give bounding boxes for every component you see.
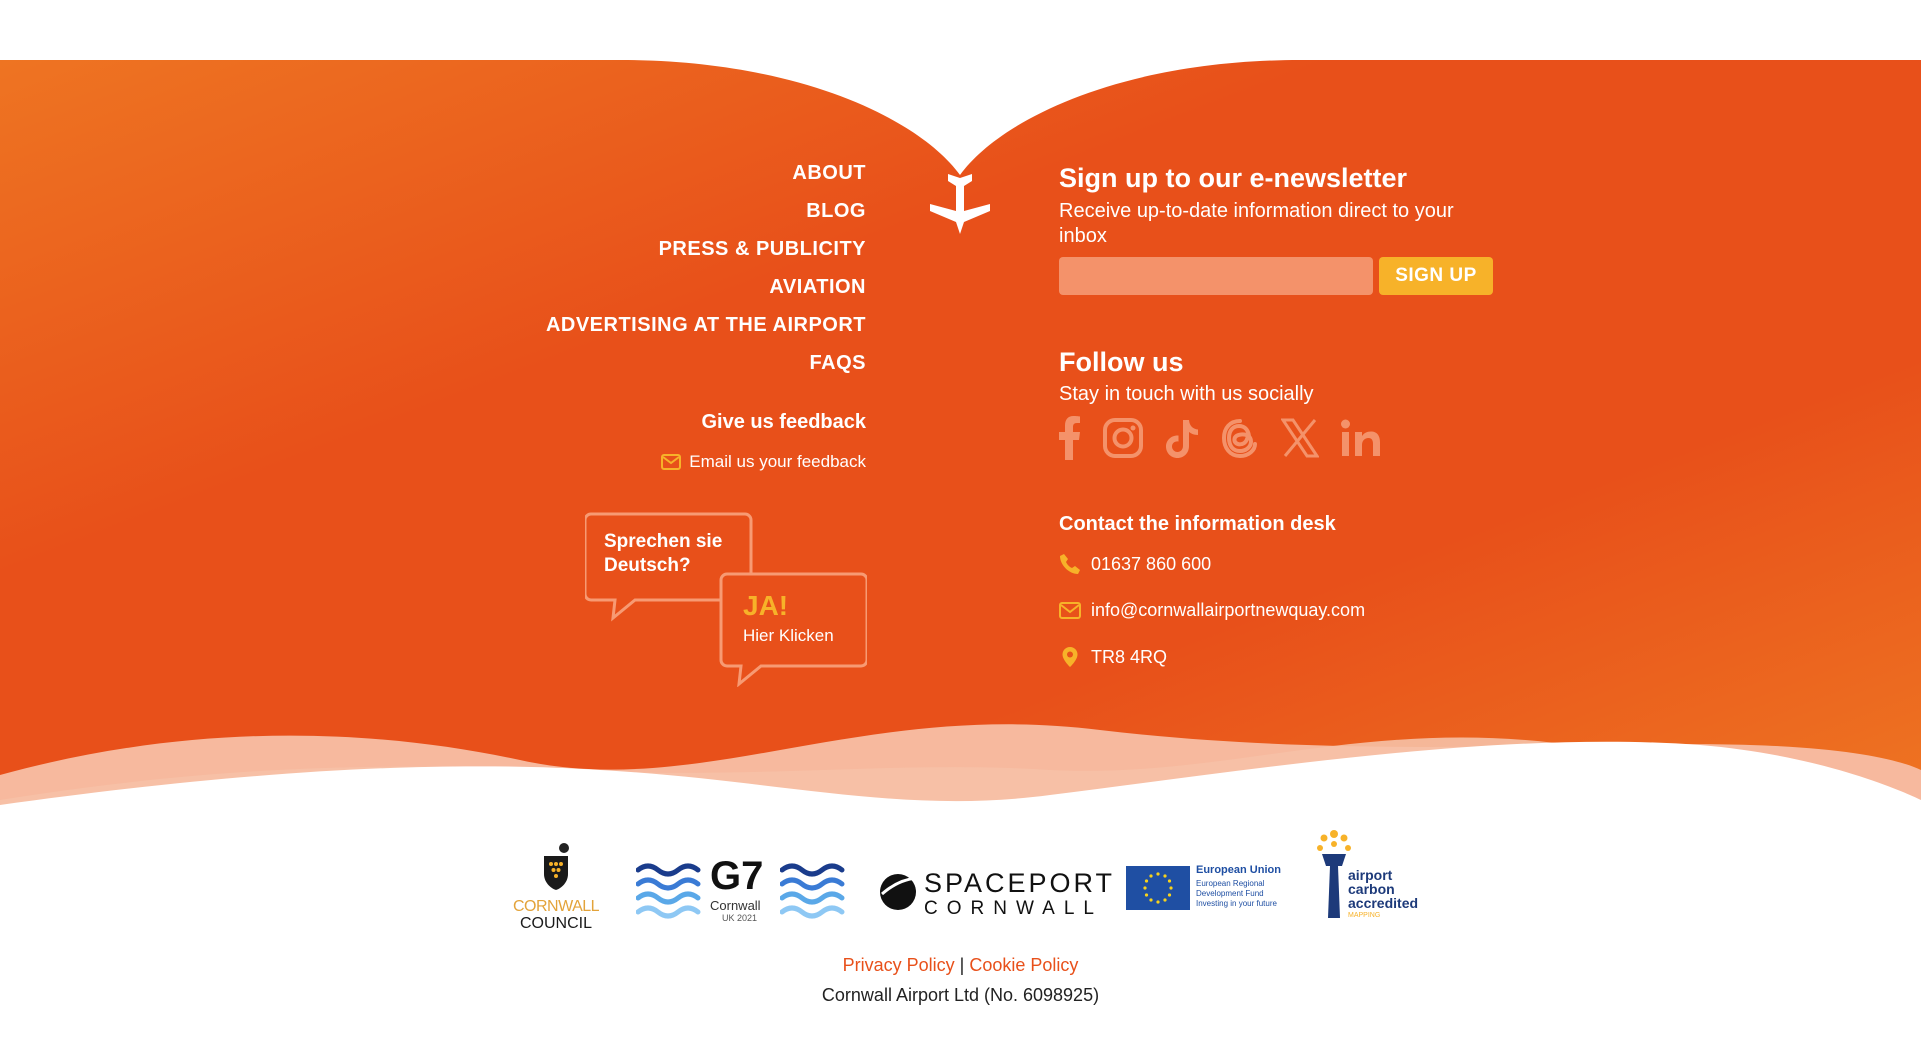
language-answer: JA!	[743, 590, 789, 621]
airplane-icon	[928, 170, 992, 236]
feedback-link-label: Email us your feedback	[689, 452, 866, 471]
g7-sub2: UK 2021	[722, 913, 758, 923]
nav-item-blog[interactable]: BLOG	[806, 200, 866, 222]
contact-title: Contact the information desk	[1059, 513, 1336, 535]
feedback-title: Give us feedback	[701, 411, 866, 433]
g7-sub1: Cornwall	[710, 898, 761, 913]
feedback-email-link[interactable]	[661, 452, 866, 472]
newsletter-title: Sign up to our e-newsletter	[1059, 163, 1408, 193]
waves-icon	[636, 862, 702, 928]
spaceport-line2: CORNWALL	[924, 898, 1103, 919]
eu-line1: European Regional	[1196, 879, 1265, 888]
eu-erdf-logo[interactable]	[1126, 862, 1296, 922]
phone-icon	[1059, 553, 1081, 575]
linkedin-icon[interactable]	[1341, 416, 1381, 460]
follow-subtitle: Stay in touch with us socially	[1059, 383, 1314, 405]
nav-item-faqs[interactable]: FAQS	[809, 352, 866, 374]
social-links	[1059, 416, 1381, 460]
company-info: Cornwall Airport Ltd (No. 6098925)	[821, 985, 1100, 1005]
airport-carbon-accredited-logo[interactable]	[1312, 826, 1422, 926]
facebook-icon[interactable]	[1059, 416, 1081, 460]
cornwall-council-line1: CORNWALL	[512, 898, 600, 915]
mail-icon	[661, 454, 681, 470]
partner-logos	[0, 820, 1921, 940]
contact-phone[interactable]	[1059, 553, 1211, 575]
location-pin-icon	[1059, 646, 1081, 668]
eu-line3: Investing in your future	[1196, 899, 1277, 908]
instagram-icon[interactable]	[1103, 416, 1143, 460]
g7-title: G7	[710, 854, 764, 898]
eu-line2: Development Fund	[1196, 889, 1264, 898]
aca-line2: carbon	[1348, 881, 1395, 897]
nav-item-aviation[interactable]: AVIATION	[769, 276, 866, 298]
contact-phone-text: 01637 860 600	[1091, 553, 1212, 574]
threads-icon[interactable]	[1221, 416, 1259, 460]
contact-email-text: info@cornwallairportnewquay.com	[1091, 600, 1366, 620]
cornwall-crest-icon	[536, 842, 576, 894]
privacy-policy-link[interactable]: Privacy Policy	[842, 955, 955, 975]
footer-nav	[546, 162, 866, 390]
x-icon[interactable]	[1281, 416, 1319, 460]
newsletter-email-input[interactable]	[1059, 257, 1373, 295]
cornwall-council-line2: COUNCIL	[519, 915, 592, 932]
tiktok-icon[interactable]	[1165, 416, 1199, 460]
spaceport-line1: SPACEPORT	[924, 868, 1116, 898]
signup-button[interactable]: SIGN UP	[1379, 257, 1493, 295]
language-question: Sprechen sie Deutsch?	[604, 531, 723, 576]
eu-flag-icon	[1126, 866, 1190, 910]
follow-title: Follow us	[1059, 347, 1184, 377]
mail-icon	[1059, 602, 1081, 619]
contact-email[interactable]	[1059, 600, 1365, 621]
waves-icon	[780, 862, 846, 928]
newsletter-subtitle: Receive up-to-date information direct to your inbox	[1059, 200, 1454, 247]
g7-cornwall-logo[interactable]	[636, 856, 846, 936]
nav-item-press[interactable]: PRESS & PUBLICITY	[658, 238, 866, 260]
contact-postcode-text: TR8 4RQ	[1091, 646, 1168, 667]
contact-address[interactable]	[1059, 646, 1167, 668]
cookie-policy-link[interactable]: Cookie Policy	[969, 955, 1079, 975]
cornwall-council-logo[interactable]	[508, 842, 604, 952]
aca-line3: accredited	[1348, 895, 1419, 911]
eu-title: European Union	[1196, 864, 1281, 876]
legal-separator: |	[959, 955, 965, 975]
nav-item-advertising[interactable]: ADVERTISING AT THE AIRPORT	[545, 314, 866, 336]
legal-links	[0, 955, 1921, 976]
nav-item-about[interactable]: ABOUT	[792, 162, 866, 184]
aca-line1: airport	[1348, 867, 1393, 883]
language-cta[interactable]: Hier Klicken	[743, 626, 834, 645]
spaceport-cornwall-logo[interactable]	[878, 864, 1116, 924]
aca-level: MAPPING	[1348, 912, 1381, 919]
spaceport-globe-icon	[878, 872, 918, 912]
